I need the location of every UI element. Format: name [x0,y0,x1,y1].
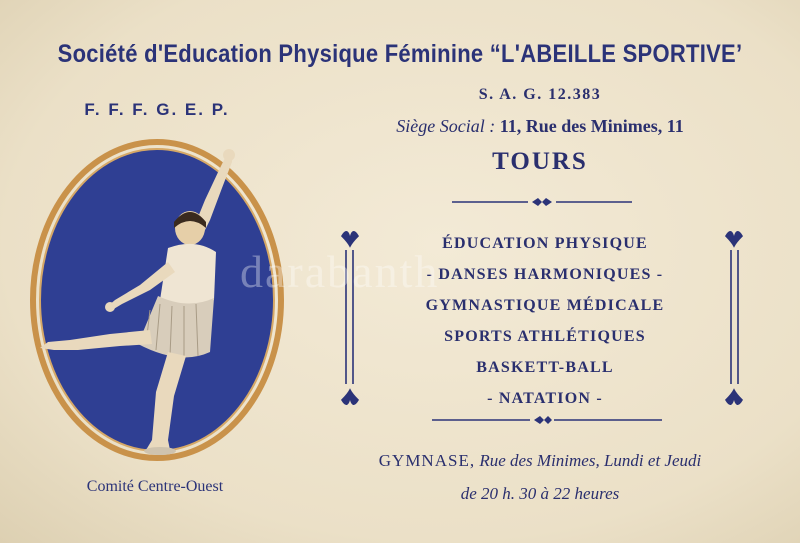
city-name: TOURS [492,148,588,175]
watermark: darabanth [240,246,440,297]
right-pillar-ornament [726,232,742,404]
society-title: Société d'Education Physique Féminine “L'ABEILLE SPORTIVE’ [57,40,743,68]
sag-number: S. A. G. 12.383 [478,86,602,103]
committee-name: Comité Centre-Ouest [86,478,224,495]
federation-acronym: F. F. F. G. E. P. [84,100,230,119]
gymnasium-schedule-hours: de 20 h. 30 à 22 heures [460,484,620,503]
activity-item: - NATATION - [487,390,603,407]
divider-ornament-bottom [432,416,662,424]
divider-ornament-top [452,198,632,206]
activity-item: SPORTS ATHLÉTIQUES [444,328,646,345]
activity-item: BASKETT-BALL [476,359,614,376]
gymnasium-name: GYMNASE, [378,451,476,470]
activity-item: GYMNASTIQUE MÉDICALE [425,297,665,314]
gymnasium-info [320,444,760,510]
activity-item: - DANSES HARMONIQUES - [426,266,664,283]
gymnasium-schedule-days: Rue des Minimes, Lundi et Jeudi [479,451,702,470]
activities-list [400,228,690,414]
headquarters-line [335,116,745,137]
headquarters-address: 11, Rue des Minimes, 11 [499,116,684,136]
headquarters-label: Siège Social : [396,116,496,136]
activity-item: ÉDUCATION PHYSIQUE [442,235,648,252]
